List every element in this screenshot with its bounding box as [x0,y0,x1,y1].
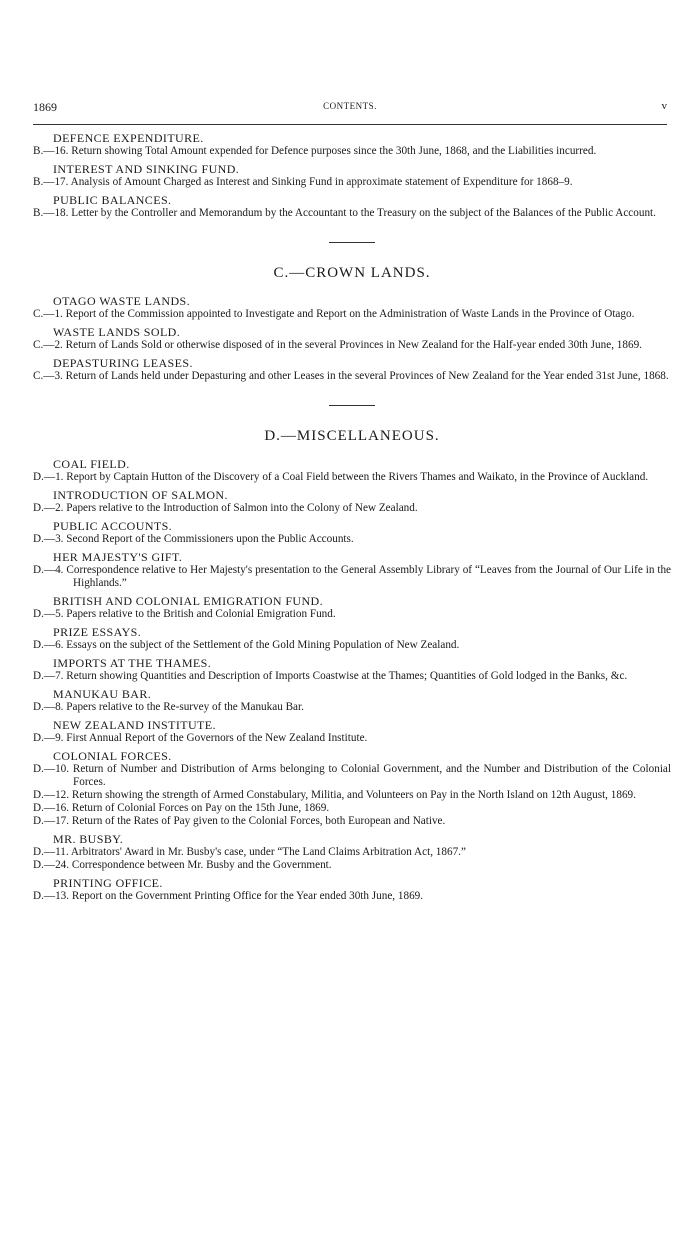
contents-body [33,131,671,907]
contents-group [33,131,671,158]
header-rule [33,124,667,125]
contents-entry [33,339,671,352]
contents-group [33,718,671,745]
entry-text: Report by Captain Hutton of the Discovery of a Coal Field between the Rivers Thames and Waikato, in the Province of Auckland. [66,471,649,483]
contents-entry [33,145,671,158]
entry-code: D.—12. [33,789,70,801]
entry-text: Papers relative to the Introduction of Salmon into the Colony of New Zealand. [66,502,418,514]
contents-group [33,749,671,828]
group-heading: NEW ZEALAND INSTITUTE. [53,718,216,732]
header-year: 1869 [33,100,57,114]
contents-entry [33,701,671,714]
group-heading: BRITISH AND COLONIAL EMIGRATION FUND. [53,594,324,608]
entry-text: Arbitrators' Award in Mr. Busby's case, under “The Land Claims Arbitration Act, 1867.” [70,846,466,858]
contents-entry [33,846,671,859]
entry-text: Papers relative to the British and Colonial Emigration Fund. [66,608,336,620]
entry-text: Return of Lands Sold or otherwise disposed of in the several Provinces in New Zealand for the Half-year ended 30th June, 1869. [65,339,642,351]
group-heading: IMPORTS AT THE THAMES. [53,656,212,670]
entry-code: D.—5. [33,608,64,620]
contents-group [33,193,671,220]
entry-code: D.—4. [33,564,64,576]
entry-code: D.—13. [33,890,70,902]
entry-text: Report of the Commission appointed to Investigate and Report on the Administration of Waste Lands in the Province of Otago. [65,308,635,320]
group-heading: PRIZE ESSAYS. [53,625,142,639]
entry-code: D.—6. [33,639,64,651]
contents-entry [33,815,671,828]
contents-group [33,519,671,546]
entry-code: D.—16. [33,802,70,814]
entry-text: Correspondence relative to Her Majesty's presentation to the General Assembly Library of “Leaves from the Journal of Our Life in the Highlands.” [66,564,671,589]
contents-group [33,832,671,872]
entry-text: Analysis of Amount Charged as Interest and Sinking Fund in approximate statement of Expenditure for 1868–9. [70,176,573,188]
entry-text: Return showing Total Amount expended for Defence purposes since the 30th June, 1868, and the Liabilities incurred. [71,145,597,157]
group-heading: PUBLIC BALANCES. [53,193,172,207]
entry-text: Return of Colonial Forces on Pay on the 15th June, 1869. [71,802,330,814]
contents-entry [33,802,671,815]
group-heading: DEFENCE EXPENDITURE. [53,131,204,145]
entry-text: Return of Number and Distribution of Arms belonging to Colonial Government, and the Number and Distribution of the Colonial Forces. [72,763,672,788]
entry-text: First Annual Report of the Governors of the New Zealand Institute. [66,732,368,744]
entry-code: D.—7. [33,670,64,682]
contents-entry [33,176,671,189]
entry-code: C.—2. [33,339,63,351]
entry-code: D.—11. [33,846,69,858]
entry-code: D.—2. [33,502,64,514]
header-title: CONTENTS. [323,101,377,111]
contents-group [33,625,671,652]
contents-entry [33,670,671,683]
contents-entry [33,502,671,515]
contents-group [33,656,671,683]
page-header [33,100,667,120]
group-heading: INTEREST AND SINKING FUND. [53,162,240,176]
entry-text: Return showing the strength of Armed Constabulary, Militia, and Volunteers on Pay in the North Island on 12th August, 1869. [71,789,636,801]
contents-entry [33,859,671,872]
contents-entry [33,608,671,621]
entry-text: Second Report of the Commissioners upon the Public Accounts. [66,533,354,545]
entry-code: D.—24. [33,859,70,871]
entry-code: C.—3. [33,370,63,382]
group-heading: HER MAJESTY'S GIFT. [53,550,183,564]
group-heading: PUBLIC ACCOUNTS. [53,519,173,533]
entry-code: C.—1. [33,308,63,320]
contents-group [33,550,671,590]
entry-text: Papers relative to the Re-survey of the Manukau Bar. [66,701,304,713]
contents-group [33,457,671,484]
contents-entry [33,533,671,546]
contents-entry [33,564,671,590]
group-heading: INTRODUCTION OF SALMON. [53,488,228,502]
contents-group [33,294,671,321]
contents-group [33,488,671,515]
contents-entry [33,639,671,652]
contents-entry [33,890,671,903]
entry-code: B.—18. [33,207,69,219]
entry-code: D.—3. [33,533,64,545]
entry-text: Return of the Rates of Pay given to the Colonial Forces, both European and Native. [71,815,446,827]
contents-entry [33,207,671,220]
entry-code: D.—10. [33,763,70,775]
entry-text: Return showing Quantities and Description of Imports Coastwise at the Thames; Quantities of Gold lodged in the Banks, &c. [66,670,628,682]
group-heading: PRINTING OFFICE. [53,876,163,890]
contents-group [33,162,671,189]
contents-group [33,325,671,352]
entry-code: D.—9. [33,732,64,744]
contents-entry [33,370,671,383]
contents-entry [33,789,671,802]
group-heading: DEPASTURING LEASES. [53,356,193,370]
section-title: D.—MISCELLANEOUS. [264,428,440,444]
contents-entry [33,308,671,321]
entry-text: Correspondence between Mr. Busby and the Government. [71,859,332,871]
entry-text: Essays on the subject of the Settlement of the Gold Mining Population of New Zealand. [66,639,460,651]
section-title: C.—CROWN LANDS. [273,265,431,281]
contents-group [33,594,671,621]
entry-text: Letter by the Controller and Memorandum by the Accountant to the Treasury on the subject of the Balances of the Public Account. [71,207,656,219]
contents-entry [33,763,671,789]
header-page-number: v [661,100,667,112]
contents-entry [33,471,671,484]
entry-code: B.—16. [33,145,69,157]
section-separator [329,242,375,243]
group-heading: WASTE LANDS SOLD. [53,325,181,339]
group-heading: OTAGO WASTE LANDS. [53,294,191,308]
section-separator [329,405,375,406]
entry-text: Return of Lands held under Depasturing and other Leases in the several Provinces of New Zealand for the Year ended 31st June, 1868. [65,370,669,382]
group-heading: COLONIAL FORCES. [53,749,172,763]
group-heading: MR. BUSBY. [53,832,124,846]
entry-text: Report on the Government Printing Office for the Year ended 30th June, 1869. [71,890,424,902]
entry-code: B.—17. [33,176,69,188]
contents-group [33,356,671,383]
entry-code: D.—1. [33,471,64,483]
entry-code: D.—17. [33,815,70,827]
contents-entry [33,732,671,745]
entry-code: D.—8. [33,701,64,713]
group-heading: COAL FIELD. [53,457,130,471]
contents-group [33,876,671,903]
group-heading: MANUKAU BAR. [53,687,152,701]
contents-group [33,687,671,714]
